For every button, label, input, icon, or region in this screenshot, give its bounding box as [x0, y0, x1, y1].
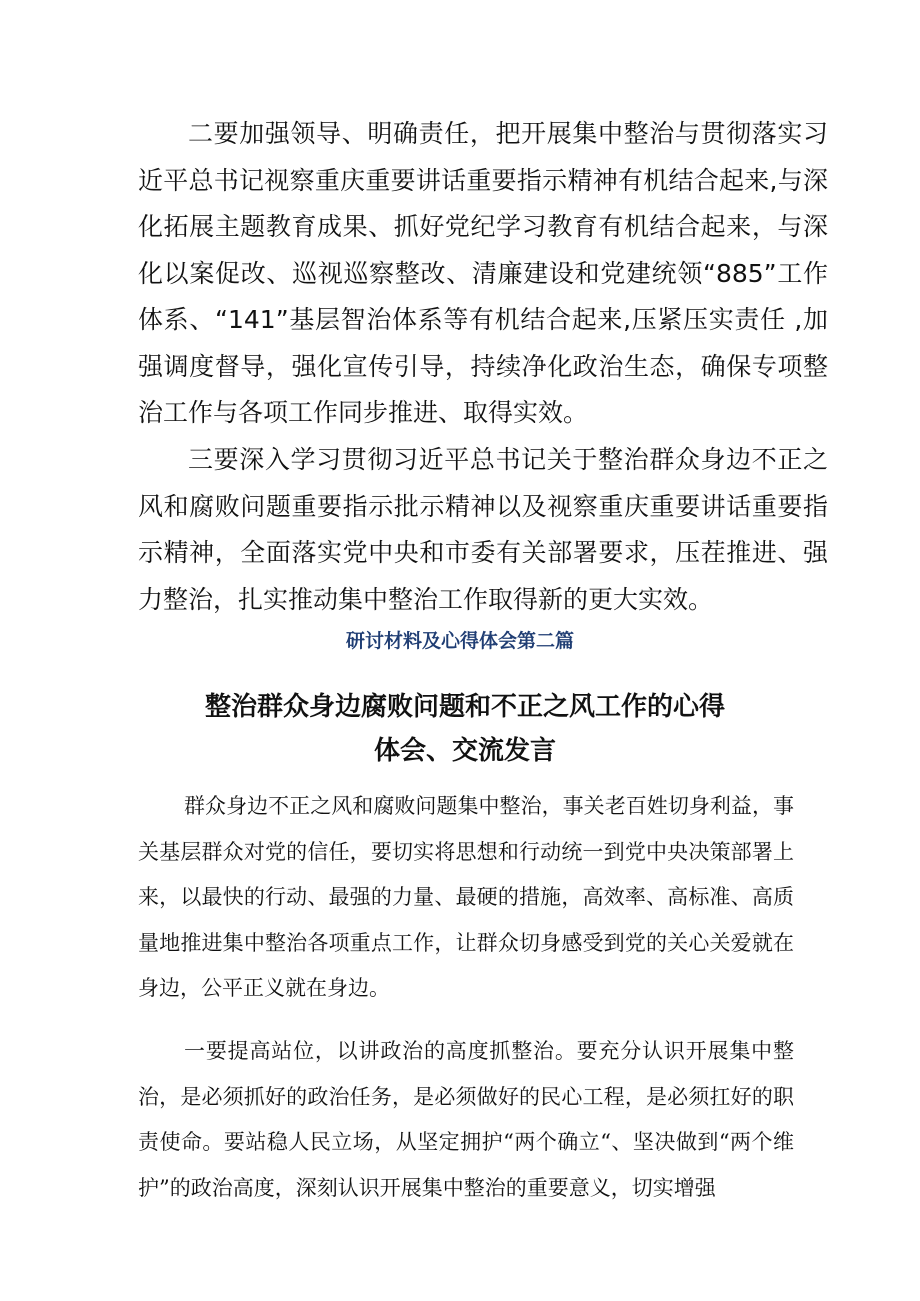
paragraph-deep-study: 三要深入学习贯彻习近平总书记关于整治群众身边不正之风和腐败问题重要指示批示精神以及视察重庆重要讲话重要指示精神，全面落实党中央和市委有关部署要求，压茬推进、强力整治，扎实推动集中整治工作取得新的更大实效。: [138, 445, 828, 614]
article-title: [140, 685, 790, 773]
article-title-line-1: 整治群众身边腐败问题和不正之风工作的心得: [204, 692, 725, 722]
section-title: 研讨材料及心得体会第二篇: [345, 630, 574, 652]
paragraph-raise-standing: 一要提高站位，以讲政治的高度抓整治。要充分认识开展集中整治，是必须抓好的政治任务，是必须做好的民心工程，是必须扛好的职责使命。要站稳人民立场，从坚定拥护“两个确立“、坚决做到“两个维护”的政治高度，深刻认识开展集中整治的重要意义，切实增强: [138, 1039, 794, 1200]
paragraph-intro: 群众身边不正之风和腐败问题集中整治，事关老百姓切身利益，事关基层群众对党的信任，要切实将思想和行动统一到党中央决策部署上来，以最快的行动、最强的力量、最硬的措施，高效率、高标准、高质量地推进集中整治各项重点工作，让群众切身感受到党的关心关爱就在身边，公平正义就在身边。: [138, 794, 794, 1000]
paragraph-leadership-responsibility: 二要加强领导、明确责任，把开展集中整治与贯彻落实习近平总书记视察重庆重要讲话重要指示精神有机结合起来,与深化拓展主题教育成果、抓好党纪学习教育有机结合起来，与深化以案促改、巡视巡察整改、清廉建设和党建统领“885”工作体系、“141”基层智治体系等有机结合起来,压紧压实责任 ,加强调度督导，强化宣传引导，持续净化政治生态，确保专项整治工作与各项工作同步推进、取得实效。: [138, 119, 828, 427]
article-title-line-2: 体会、交流发言: [373, 736, 556, 766]
